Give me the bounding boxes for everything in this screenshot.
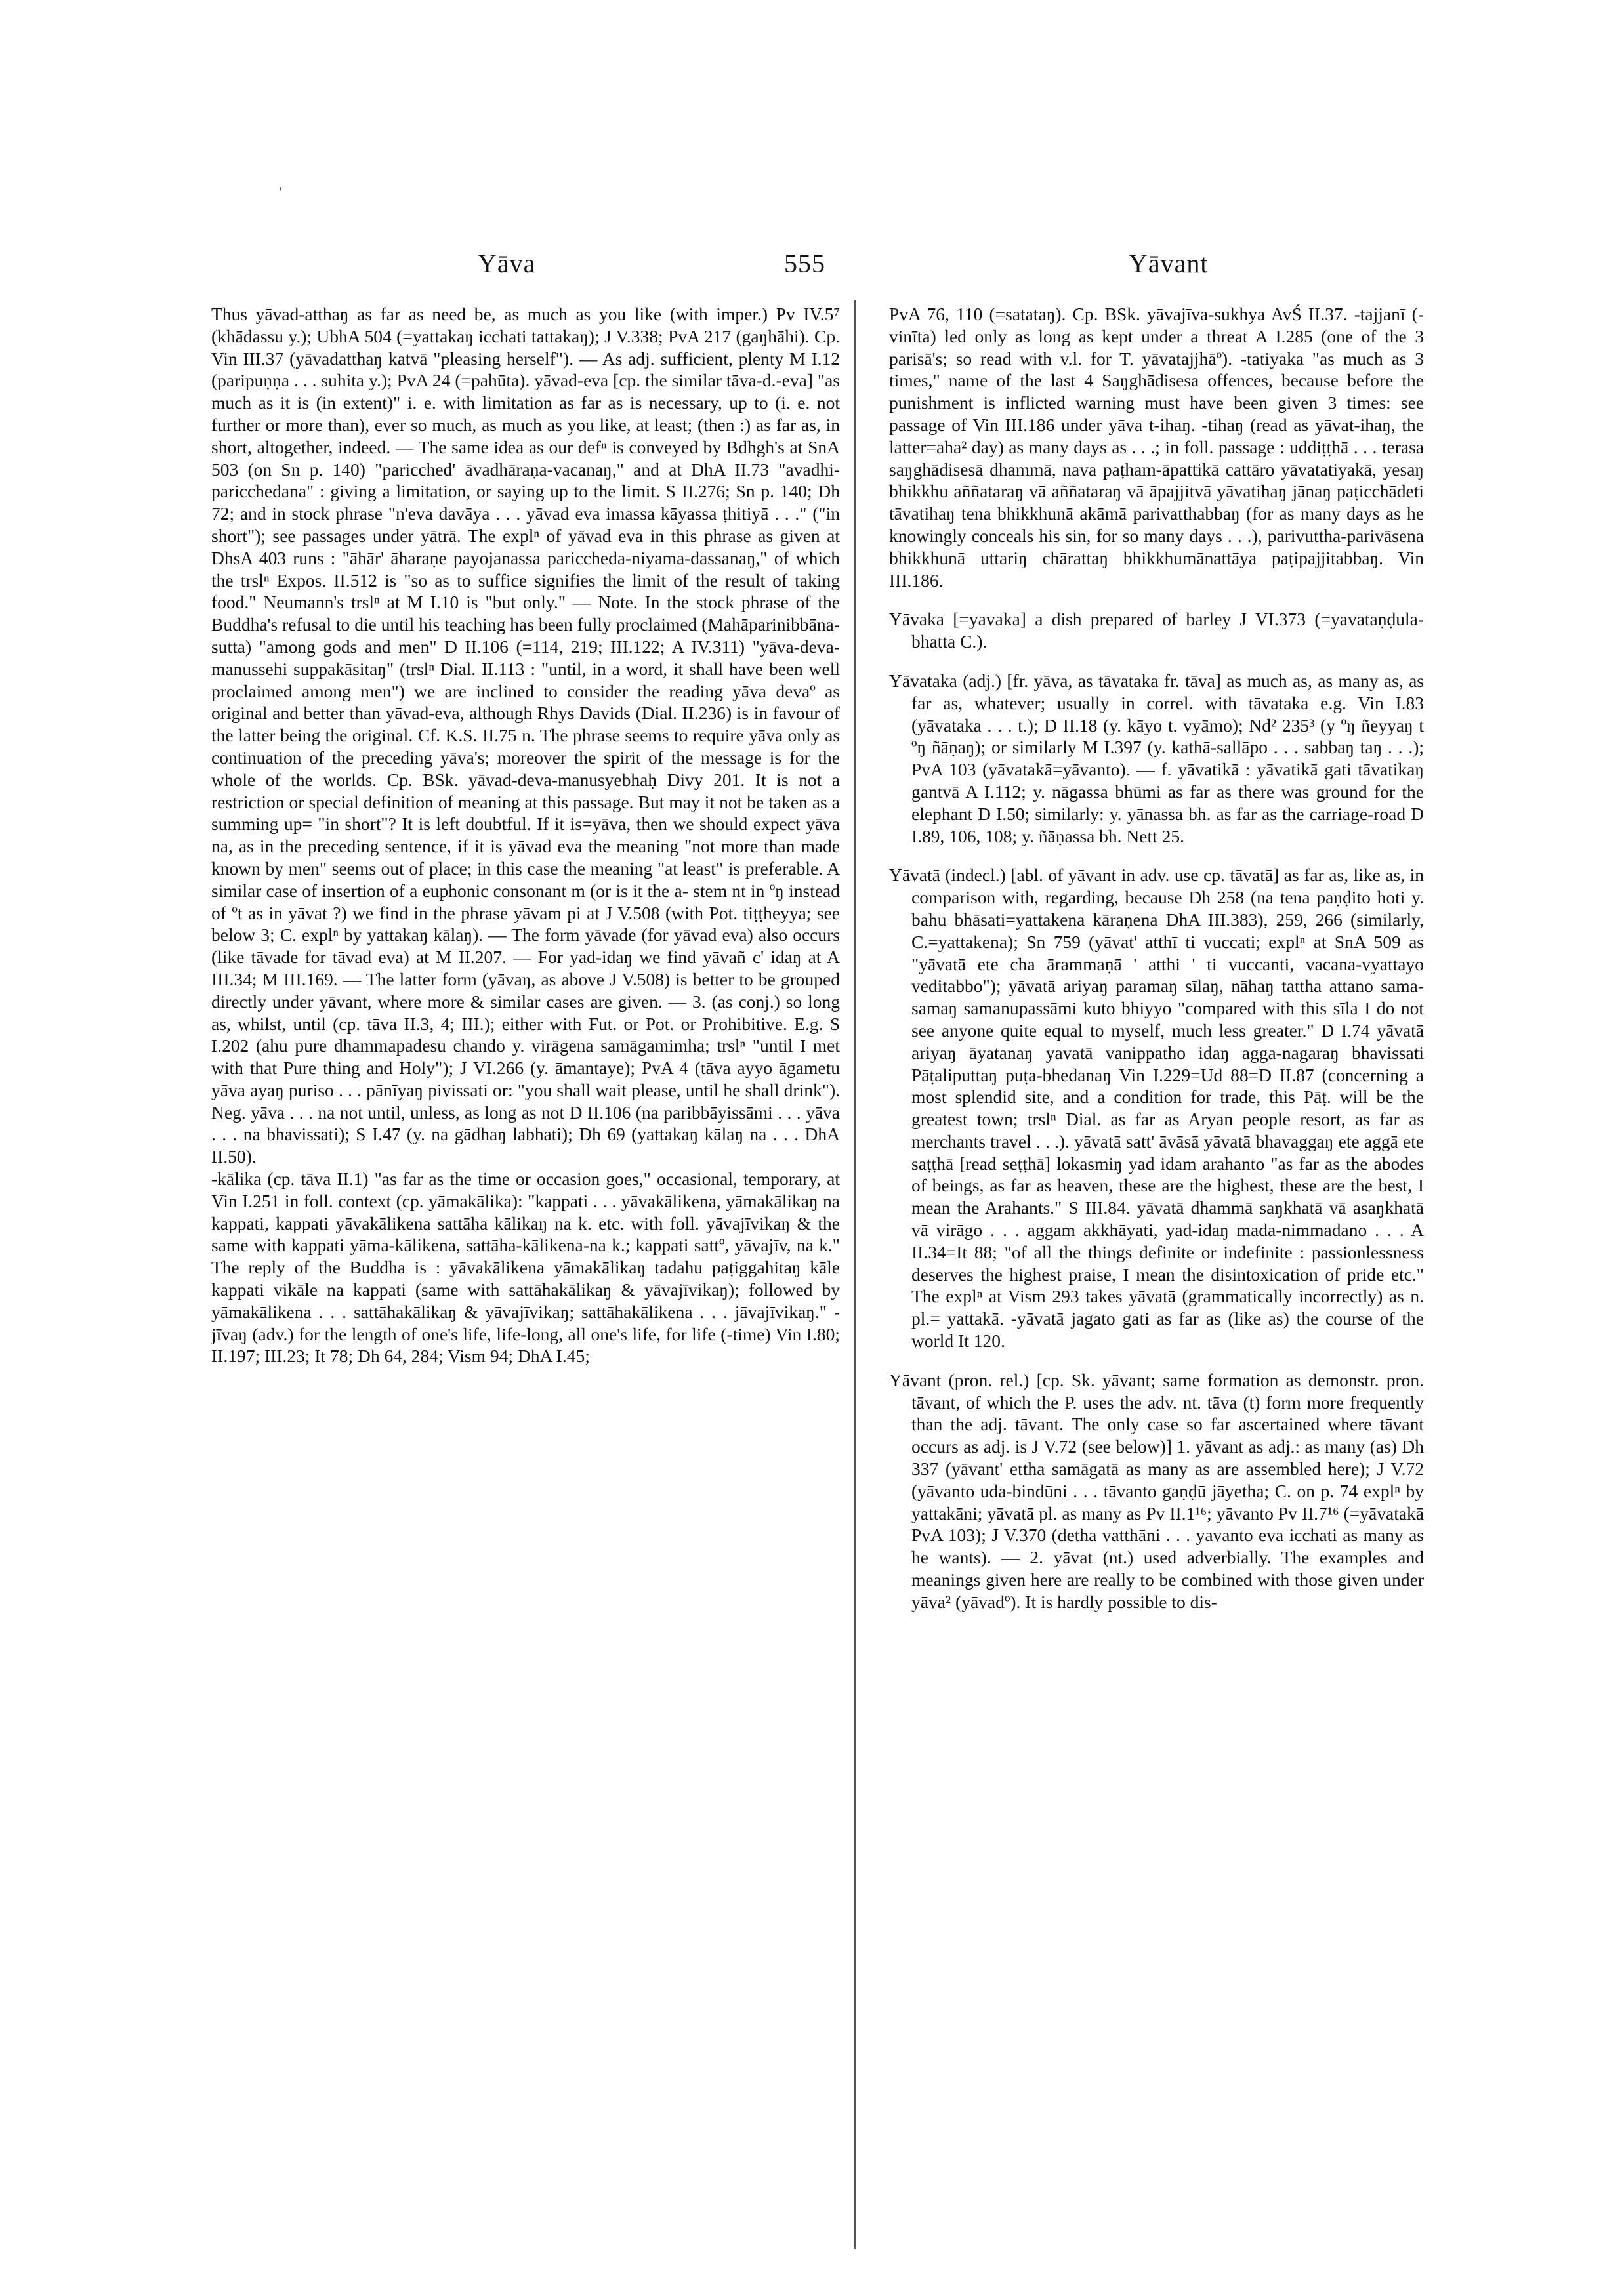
entry-yava-continuation [211, 303, 840, 1367]
column-divider [854, 300, 856, 2249]
page-number: 555 [784, 249, 825, 278]
right-column [889, 303, 1424, 1630]
entry-yavata: Yāvatā (indecl.) [abl. of yāvant in adv. use cp. tāvatā] as far as, like as, in comparison with, regarding, because Dh 258 (na tena paṇḍito hoti y. bahu bhāsati=yattakena kāraṇena DhA III.383), 259, 266 (similarly, C.=yattakena); Sn 759 (yāvat' atthī ti vuccati; explⁿ at SnA 509 as "yāvatā ete cha ārammaṇā ' atthi ' ti vuccanti, vacana-vyattayo veditabbo"); yāvatā ariyaŋ paramaŋ sīlaŋ, nāhaŋ tattha attano sama-samaŋ samanupassāmi kuto bhiyyo "compared with this sīla I do not see anyone quite equal to myself, much less greater." D I.74 yāvatā ariyaŋ āyatanaŋ yavatā vanippatho idaŋ agga-nagaraŋ bhavissati Pāṭaliputtaŋ puṭa-bhedanaŋ Vin I.229=Ud 88=D II.87 (concerning a most splendid site, and a condition for trade, this Pāṭ. will be the greatest town; trslⁿ Dial. as far as Aryan people resort, as far as merchants travel . . .). yāvatā satt' āvāsā yāvatā bhavaggaŋ ete aggā ete saṭṭhā [read seṭṭhā] lokasmiŋ yad idam arahanto "as far as the abodes of beings, as far as heaven, these are the highest, these are the best, I mean the Arahants." S III.84. yāvatā dhammā saŋkhatā vā asaŋkhatā vā virāgo . . . aggam akkhāyati, yad-idaŋ mada-nimmadano . . . A II.34=It 88; "of all the things definite or indefinite : passionlessness deserves the highest praise, I mean the disintoxication of pride etc." The explⁿ at Vism 293 takes yāvatā (grammatically incorrectly) as n. pl.= yattakā. -yāvatā jagato gati as far as (like as) the course of the world It 120. [889, 865, 1424, 1352]
entry-yavant: Yāvant (pron. rel.) [cp. Sk. yāvant; same formation as demonstr. pron. tāvant, of which the P. uses the adv. nt. tāva (t) form more frequently than the adj. tāvant. The only case so far ascertained where tāvant occurs as adj. is J V.72 (see below)] 1. yāvant as adj.: as many (as) Dh 337 (yāvant' ettha samāgatā as many as are assembled here); J V.72 (yāvanto uda-bindūni . . . tāvanto gaṇḍū jāyetha; C. on p. 74 explⁿ by yattakāni; yāvatā pl. as many as Pv II.1¹⁶; yāvanto Pv II.7¹⁶ (=yāvatakā PvA 103); J V.370 (detha vatthāni . . . yavanto eva icchati as many as he wants). — 2. yāvat (nt.) used adverbially. The examples and meanings given here are really to be combined with those given under yāva² (yāvadº). It is hardly possible to dis- [889, 1369, 1424, 1612]
entry-yavaka: Yāvaka [=yavaka] a dish prepared of barley J VI.373 (=yavataṇḍula-bhatta C.). [889, 609, 1424, 652]
entry-yava-compounds: PvA 76, 110 (=satataŋ). Cp. BSk. yāvajīva-sukhya AvŚ II.37. -tajjanī (-vinīta) led only as long as kept under a threat A I.285 (one of the 3 parisā's; so read with v.l. for T. yāvatajjhāº). -tatiyaka "as much as 3 times," name of the last 4 Saŋghādisesa offences, because before the punishment is inflicted warning must have been given 3 times: see passage of Vin III.186 under yāva t-ihaŋ. -tihaŋ (read as yāvat-ihaŋ, the latter=aha² day) as many days as . . .; in foll. passage : uddiṭṭhā . . . terasa saŋghādisesā dhammā, nava paṭham-āpattikā cattāro yāvatatiyakā, yesaŋ bhikkhu aññataraŋ vā aññataraŋ vā āpajjitvā yāvatihaŋ jānaŋ paṭicchādeti tāvatihaŋ tena bhikkhunā akāmā parivatthabbaŋ (for as many days as he knowingly conceals his sin, for so many days . . .), parivuttha-parivāsena bhikkhunā uttariŋ chārattaŋ bhikkhumānattāya paṭipajjitabbaŋ. Vin III.186. [889, 304, 1424, 590]
entry-yavataka: Yāvataka (adj.) [fr. yāva, as tāvataka fr. tāva] as much as, as many as, as far as, whatever; usually in correl. with tāvataka e.g. Vin I.83 (yāvataka . . . t.); D II.18 (y. kāyo t. vyāmo); Nd² 235³ (y ºŋ ñeyyaŋ t ºŋ ñāṇaŋ); or similarly M I.397 (y. kathā-sallāpo . . . sabbaŋ taŋ . . .); PvA 103 (yāvatakā=yāvanto). — f. yāvatikā : yāvatikā gati tāvatikaŋ gantvā A I.112; y. nāgassa bhūmi as far as there was ground for the elephant D I.50; similarly: y. yānassa bh. as far as the carriage-road D I.89, 106, 108; y. ñāṇassa bh. Nett 25. [889, 670, 1424, 846]
yava-paragraph: Thus yāvad-atthaŋ as far as need be, as much as you like (with imper.) Pv IV.5⁷ (khādassu y.); UbhA 504 (=yattakaŋ icchati tattakaŋ); J V.338; PvA 217 (gaŋhāhi). Cp. Vin III.37 (yāvadatthaŋ katvā "pleasing herself"). — As adj. sufficient, plenty M I.12 (paripuṇṇa . . . suhita y.); PvA 24 (=pahūta). yāvad-eva [cp. the similar tāva-d.-eva] "as much as it is (in extent)" i. e. with limitation as far as is necessary, up to (i. e. not further or more than), ever so much, as much as you like, at least; (then :) as far as, in short, altogether, indeed. — The same idea as our defⁿ is conveyed by Bdhgh's at SnA 503 (on Sn p. 140) "paricched' āvadhāraṇa-vacanaŋ," and at DhA II.73 "avadhi-paricchedana" : giving a limitation, or saying up to the limit. S II.276; Sn p. 140; Dh 72; and in stock phrase "n'eva davāya . . . yāvad eva imassa kāyassa ṭhitiyā . . ." ("in short"); see passages under yātrā. The explⁿ of yāvad eva in this phrase as given at DhsA 403 runs : "āhār' āharaṇe payojanassa pariccheda-niyama-dassanaŋ," of which the trslⁿ Expos. II.512 is "so as to suffice signifies the limit of the result of taking food." Neumann's trslⁿ at M I.10 is "but only." — Note. In the stock phrase of the Buddha's refusal to die until his teaching has been fully proclaimed (Mahāparinibbāna-sutta) "among gods and men" D II.106 (=114, 219; III.122; A IV.311) "yāva-deva-manussehi suppakāsitaŋ" (trslⁿ Dial. II.113 : "until, in a word, it shall have been well proclaimed among men") we are inclined to consider the reading yāva devaº as original and better than yāvad-eva, although Rhys Davids (Dial. II.236) is in favour of the latter being the original. Cf. K.S. II.75 n. The phrase seems to require yāva only as continuation of the preceding yāva's; moreover the spirit of the message is for the whole of the worlds. Cp. BSk. yāvad-deva-manusyebhaḥ Divy 201. It is not a restriction or special definition of meaning at this passage. But may it not be taken as a summing up= "in short"? It is left doubtful. If it is=yāva, then we should expect yāva na, as in the preceding sentence, if it is yāvad eva the meaning "not more than made known by men" seems out of place; in this case the meaning "at least" is preferable. A similar case of insertion of a euphonic consonant m (or is it the a- stem nt in ºŋ instead of ºt as in yāvat ?) we find in the phrase yāvam pi at J V.508 (with Pot. tiṭṭheyya; see below 3; C. explⁿ by yattakaŋ kālaŋ). — The form yāvade (for yāvad eva) also occurs (like tāvade for tāvad eva) at M II.207. — For yad-idaŋ we find yāvañ c' idaŋ at A III.34; M III.169. — The latter form (yāvaŋ, as above J V.508) is better to be grouped directly under yāvant, where more & similar cases are given. — 3. (as conj.) so long as, whilst, until (cp. tāva II.3, 4; III.); either with Fut. or Pot. or Prohibitive. E.g. S I.202 (ahu pure dhammapadesu chando y. virāgena samāgamimha; trslⁿ "until I met with that Pure thing and Holy"); J VI.266 (y. āmantaye); PvA 4 (tāva ayyo āgametu yāva ayaŋ puriso . . . pānīyaŋ pivissati or: "you shall wait please, until he shall drink"). Neg. yāva . . . na not until, unless, as long as not D II.106 (na paribbāyissāmi . . . yāva . . . na bhavissati); S I.47 (y. na gādhaŋ labhati); Dh 69 (yattakaŋ kālaŋ na . . . DhA II.50). [211, 304, 840, 1167]
yava-kalika-paragraph: -kālika (cp. tāva II.1) "as far as the time or occasion goes," occasional, temporary, at Vin I.251 in foll. context (cp. yāmakālika): "kappati . . . yāvakālikena, yāmakālikaŋ na kappati, kappati yāvakālikena sattāha kālikaŋ na k. etc. with foll. yāvajīvikaŋ & the same with kappati yāma-kālikena, sattāha-kālikena-na k.; kappati sattº, yāvajīv, na k." The reply of the Buddha is : yāvakālikena yāmakālikaŋ tadahu paṭiggahitaŋ kāle kappati vikāle na kappati (same with sattāhakālikaŋ & yāvajīvikaŋ); followed by yāmakālikena . . . sattāhakālikaŋ & yāvajīvikaŋ; sattāhakālikena . . . jāvajīvikaŋ." -jīvaŋ (adv.) for the length of one's life, life-long, all one's life, for life (-time) Vin I.80; II.197; III.23; It 78; Dh 64, 284; Vism 94; DhA I.45; [211, 1168, 840, 1367]
margin-mark: ' [279, 184, 281, 200]
left-column [211, 303, 840, 1367]
running-head-left: Yāva [478, 249, 536, 278]
running-head-right: Yāvant [1129, 249, 1209, 278]
